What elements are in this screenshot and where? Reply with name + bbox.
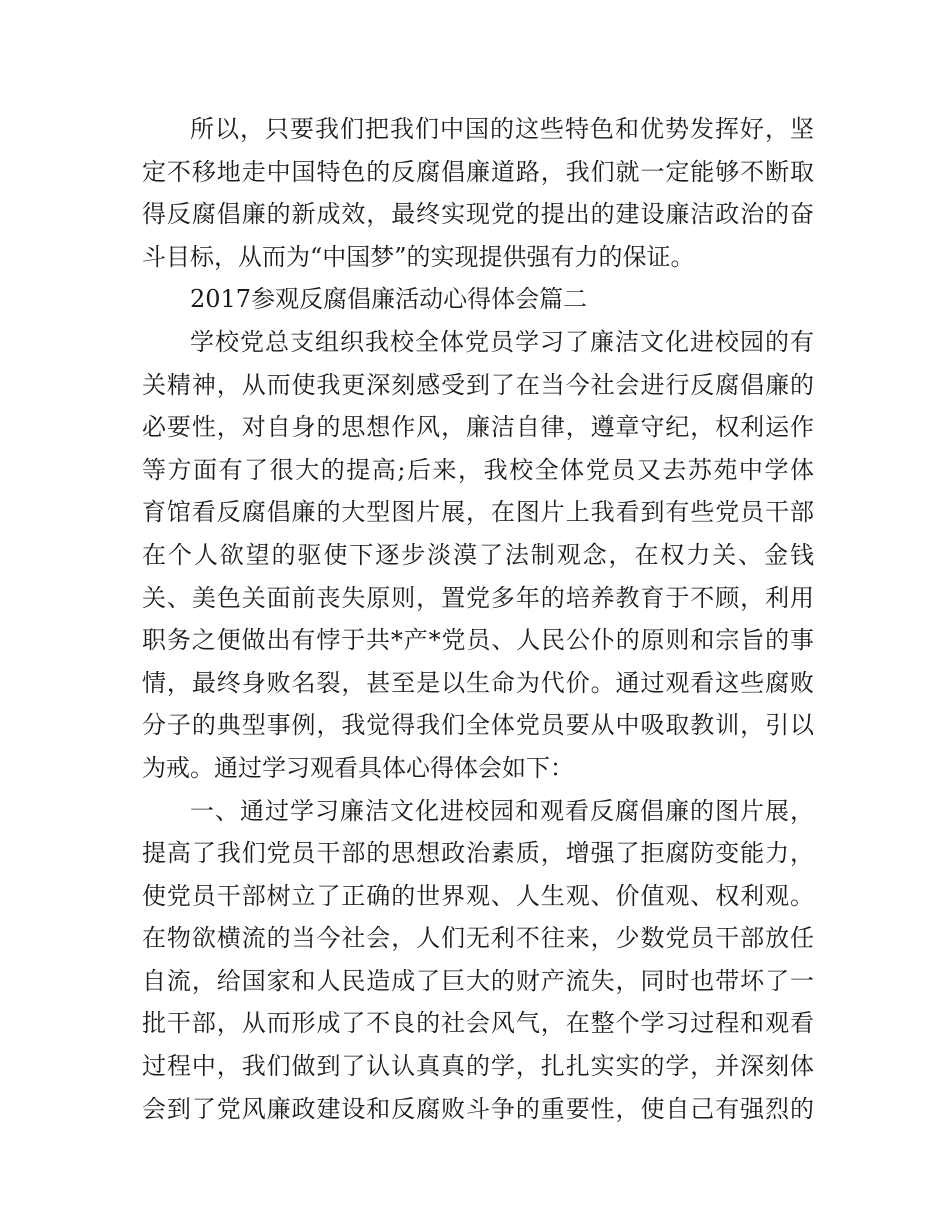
text-line: 为戒。通过学习观看具体心得体会如下：: [142, 753, 574, 782]
body-text: [142, 108, 814, 1130]
text-line: 必要性，对自身的思想作风，廉洁自律，遵章守纪，权利运作: [142, 413, 814, 442]
text-line: 职务之便做出有悖于共*产*党员、人民公仆的原则和宗旨的事: [142, 626, 814, 655]
text-line: 情，最终身败名裂，甚至是以生命为代价。通过观看这些腐败: [142, 668, 814, 697]
text-line: 斗目标，从而为“中国梦”的实现提供强有力的保证。: [142, 242, 695, 271]
text-line: 自流，给国家和人民造成了巨大的财产流失，同时也带坏了一: [142, 966, 814, 995]
section-heading: 2017参观反腐倡廉活动心得体会篇二: [190, 285, 588, 314]
text-line: 等方面有了很大的提高;后来，我校全体党员又去苏苑中学体: [142, 455, 814, 484]
text-line: 关、美色关面前丧失原则，置党多年的培养教育于不顾，利用: [142, 583, 814, 612]
text-line: 在个人欲望的驱使下逐步淡漠了法制观念，在权力关、金钱: [142, 540, 814, 569]
text-line: 会到了党风廉政建设和反腐败斗争的重要性，使自己有强烈的: [142, 1094, 814, 1123]
text-line: 育馆看反腐倡廉的大型图片展，在图片上我看到有些党员干部: [142, 498, 814, 527]
text-line: 批干部，从而形成了不良的社会风气，在整个学习过程和观看: [142, 1009, 814, 1038]
text-line: 学校党总支组织我校全体党员学习了廉洁文化进校园的有: [190, 327, 814, 356]
text-line: 分子的典型事例，我觉得我们全体党员要从中吸取教训，引以: [142, 711, 814, 740]
text-line: 定不移地走中国特色的反腐倡廉道路，我们就一定能够不断取: [142, 157, 814, 186]
text-line: 所以，只要我们把我们中国的这些特色和优势发挥好，坚: [190, 115, 814, 143]
text-line: 在物欲横流的当今社会，人们无利不往来，少数党员干部放任: [142, 924, 814, 953]
text-line: 过程中，我们做到了认认真真的学，扎扎实实的学，并深刻体: [142, 1052, 814, 1081]
text-line: 使党员干部树立了正确的世界观、人生观、价值观、权利观。: [142, 881, 814, 910]
text-line: 得反腐倡廉的新成效，最终实现党的提出的建设廉洁政治的奋: [142, 200, 814, 229]
text-line: 提高了我们党员干部的思想政治素质，增强了拒腐防变能力，: [142, 839, 814, 868]
text-line: 一、通过学习廉洁文化进校园和观看反腐倡廉的图片展，: [190, 796, 814, 825]
text-line: 关精神，从而使我更深刻感受到了在当今社会进行反腐倡廉的: [142, 370, 814, 399]
